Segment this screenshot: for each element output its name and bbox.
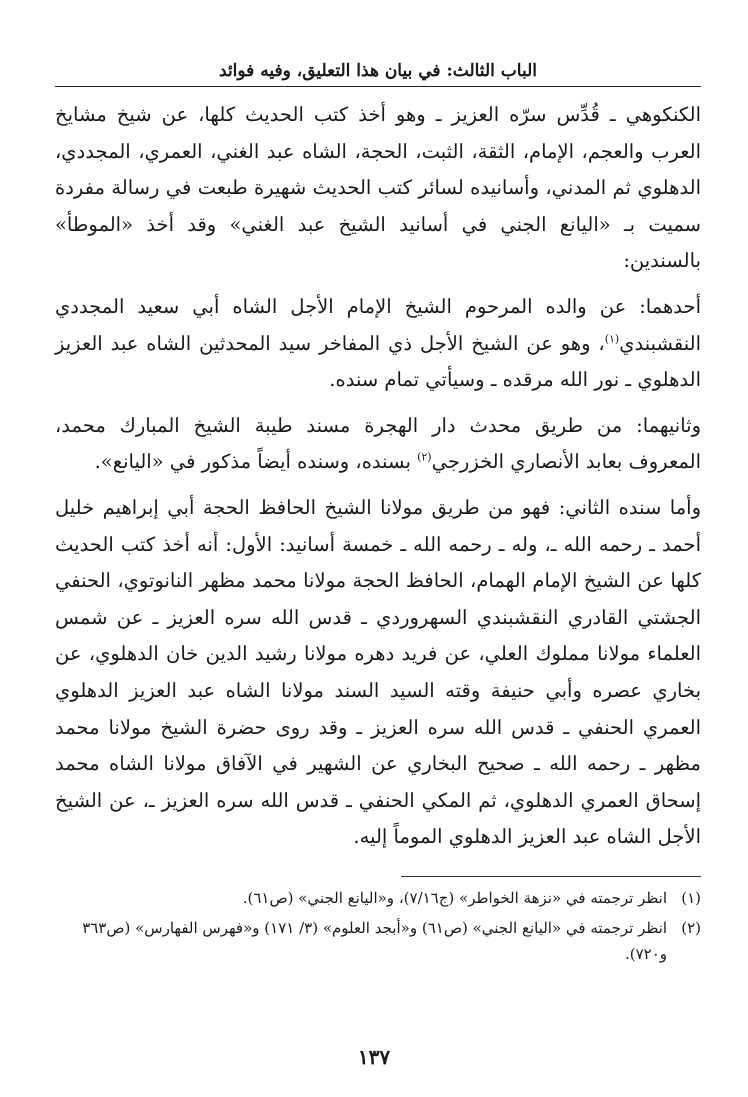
main-text: [55, 97, 701, 856]
paragraph-3: [55, 408, 701, 481]
footnote-1: [55, 885, 701, 911]
document-page: [55, 58, 701, 971]
footnote-ref-2[interactable]: (٢): [417, 450, 432, 464]
paragraph-text: عن والده المرحوم الشيخ الإمام الأجل الشاه أبي سعيد المجددي النقشبندي: [55, 294, 701, 355]
footnote-number: (٢): [681, 918, 701, 937]
footnote-ref-1[interactable]: (١): [604, 332, 620, 346]
paragraph-lead: أحدهما:: [639, 294, 701, 318]
footnote-text: انظر ترجمته في «اليانع الجني» (ص٦١) و«أبجد العلوم» (٣/ ١٧١) و«فهرس الفهارس» (ص٣٦٣ و٧٢٠).: [82, 918, 667, 963]
paragraph-text: وأما سنده الثاني: فهو من طريق مولانا الشيخ الحافظ الحجة أبي إبراهيم خليل أحمد ـ رحمه الله ـ، وله ـ رحمه الله ـ خمسة أسانيد: الأول: أنه أخذ كتب الحديث كلها عن الشيخ الإمام الهمام، الحافظ الحجة مولانا محمد مظهر النانوتوي، الحنفي الجشتي القادري النقشبندي السهروردي ـ قدس الله سره العزيز ـ عن شمس العلماء مولانا مملوك العلي، عن فريد دهره مولانا رشيد الدين خان الدهلوي، عن بخاري عصره وأبي حنيفة وقته السيد السند مولانا الشاه عبد العزيز الدهلوي العمري الحنفي ـ قدس الله سره العزيز ـ وقد روى حضرة الشيخ مولانا محمد مظهر ـ رحمه الله ـ صحيح البخاري عن الشهير في الآفاق مولانا الشاه محمد إسحاق العمري الدهلوي، ثم المكي الحنفي ـ قدس الله سره العزيز ـ، عن الشيخ الأجل الشاه عبد العزيز الدهلوي الموماً إليه.: [55, 495, 701, 849]
paragraph-text: من طريق محدث دار الهجرة مسند طيبة الشيخ المبارك محمد، المعروف بعابد الأنصاري الخزرجي: [55, 413, 701, 474]
footnote-text: انظر ترجمته في «نزهة الخواطر» (ج٧/١٦)، و«اليانع الجني» (ص٦١).: [242, 888, 667, 907]
footnotes: [55, 885, 701, 967]
paragraph-tail: ، وهو عن الشيخ الأجل ذي المفاخر سيد المحدثين الشاه عبد العزيز الدهلوي ـ نور الله مرقده ـ وسيأتي تمام سنده.: [55, 331, 701, 392]
footnote-2: [55, 915, 701, 967]
page-number: ١٣٧: [357, 1045, 391, 1069]
footnote-separator: [401, 876, 701, 877]
paragraph-lead: وثانيهما:: [636, 413, 701, 437]
paragraph-2: [55, 289, 701, 399]
paragraph-4: [55, 490, 701, 856]
paragraph-tail: بسنده، وسنده أيضاً مذكور في «اليانع».: [94, 450, 418, 474]
footnote-number: (١): [681, 888, 701, 907]
paragraph-1: [55, 97, 701, 280]
paragraph-text: الكنكوهي ـ قُدِّس سرّه العزيز ـ وهو أخذ كتب الحديث كلها، عن شيخ مشايخ العرب والعجم، الإمام، الثقة، الثبت، الحجة، الشاه عبد الغني، العمري، المجددي، الدهلوي ثم المدني، وأسانيده لسائر كتب الحديث شهيرة طبعت في رسالة مفردة سميت بـ «اليانع الجني في أسانيد الشيخ عبد الغني» وقد أخذ «الموطأ» بالسندين:: [55, 103, 701, 273]
running-header: الباب الثالث: في بيان هذا التعليق، وفيه فوائد: [55, 58, 701, 87]
